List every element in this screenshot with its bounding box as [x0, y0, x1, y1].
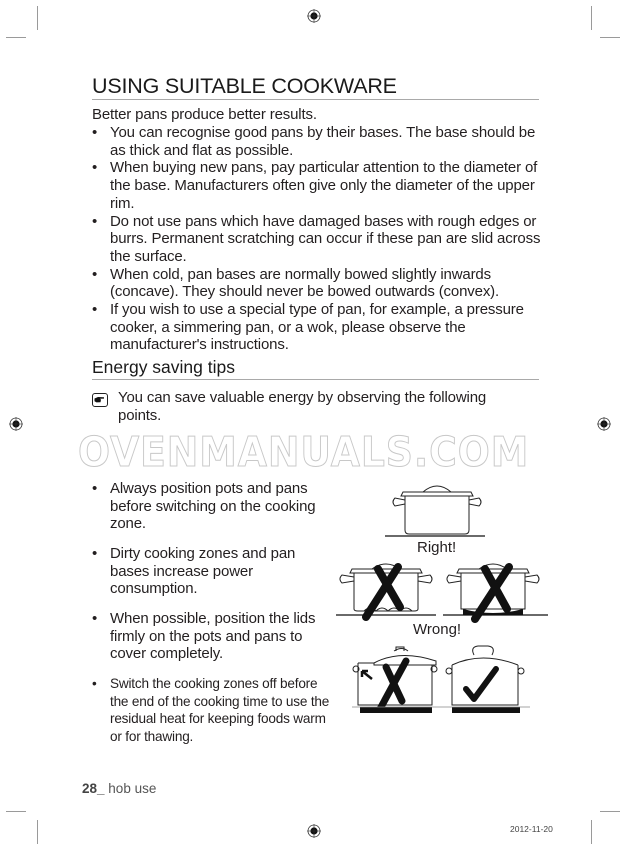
print-date: 2012-11-20: [510, 824, 553, 834]
list-item: • You can recognise good pans by their bases. The base should be as thick and flat as possible.: [92, 124, 552, 159]
list-item: • Do not use pans which have damaged bases with rough edges or burrs. Permanent scratching can occur if these pan are slid across the surface.: [92, 213, 552, 266]
list-item: • Dirty cooking zones and pan bases increase power consumption.: [92, 545, 332, 598]
crop-mark: [591, 6, 592, 30]
crop-mark: [6, 37, 26, 38]
page-footer: [82, 781, 156, 796]
pointing-hand-icon: [92, 393, 108, 407]
energy-tip: [92, 480, 332, 533]
pot-wrong-concave-illustration: [336, 561, 436, 621]
subsection-title: Energy saving tips: [92, 356, 539, 380]
intro-text: Better pans produce better results.: [92, 106, 317, 123]
crop-mark: [591, 820, 592, 844]
cookware-tips-list: [92, 124, 552, 354]
registration-mark-icon: [9, 417, 23, 431]
energy-tip: [92, 675, 332, 746]
list-item: • Switch the cooking zones off before the end of the cooking time to use the residual heat for keeping foods warm or for thawing.: [92, 675, 332, 746]
note: [92, 389, 532, 424]
pot-lid-correct-illustration: [444, 643, 530, 715]
crop-mark: [600, 811, 620, 812]
crop-mark: [6, 811, 26, 812]
crop-mark: [600, 37, 620, 38]
section-title: USING SUITABLE COOKWARE: [92, 74, 539, 100]
pot-lid-wrong-illustration: [352, 643, 444, 715]
registration-mark-icon: [307, 824, 321, 838]
registration-mark-icon: [597, 417, 611, 431]
list-item: • When cold, pan bases are normally bowed slightly inwards (concave). They should never be bowed outwards (convex).: [92, 266, 552, 301]
energy-tip: [92, 545, 332, 598]
note-text: You can save valuable energy by observing the following points.: [118, 389, 487, 424]
right-caption: Right!: [417, 539, 457, 556]
crop-mark: [37, 820, 38, 844]
list-item: • If you wish to use a special type of pan, for example, a pressure cooker, a simmering pan, or a wok, please observe the manufacturer's instructions.: [92, 301, 552, 354]
pot-correct-illustration: [385, 480, 490, 540]
footer-section: hob use: [108, 781, 157, 796]
energy-tip: [92, 610, 332, 663]
crop-mark: [37, 6, 38, 30]
list-item: • Always position pots and pans before switching on the cooking zone.: [92, 480, 332, 533]
page-number: 28_: [82, 781, 105, 796]
wrong-caption: Wrong!: [413, 621, 462, 638]
registration-mark-icon: [307, 9, 321, 23]
pot-wrong-convex-illustration: [443, 561, 548, 621]
list-item: • When buying new pans, pay particular attention to the diameter of the base. Manufacturers often give only the diameter of the upper rim.: [92, 159, 552, 212]
list-item: • When possible, position the lids firmly on the pots and pans to cover completely.: [92, 610, 332, 663]
watermark: OVENMANUALS.COM: [78, 428, 530, 476]
